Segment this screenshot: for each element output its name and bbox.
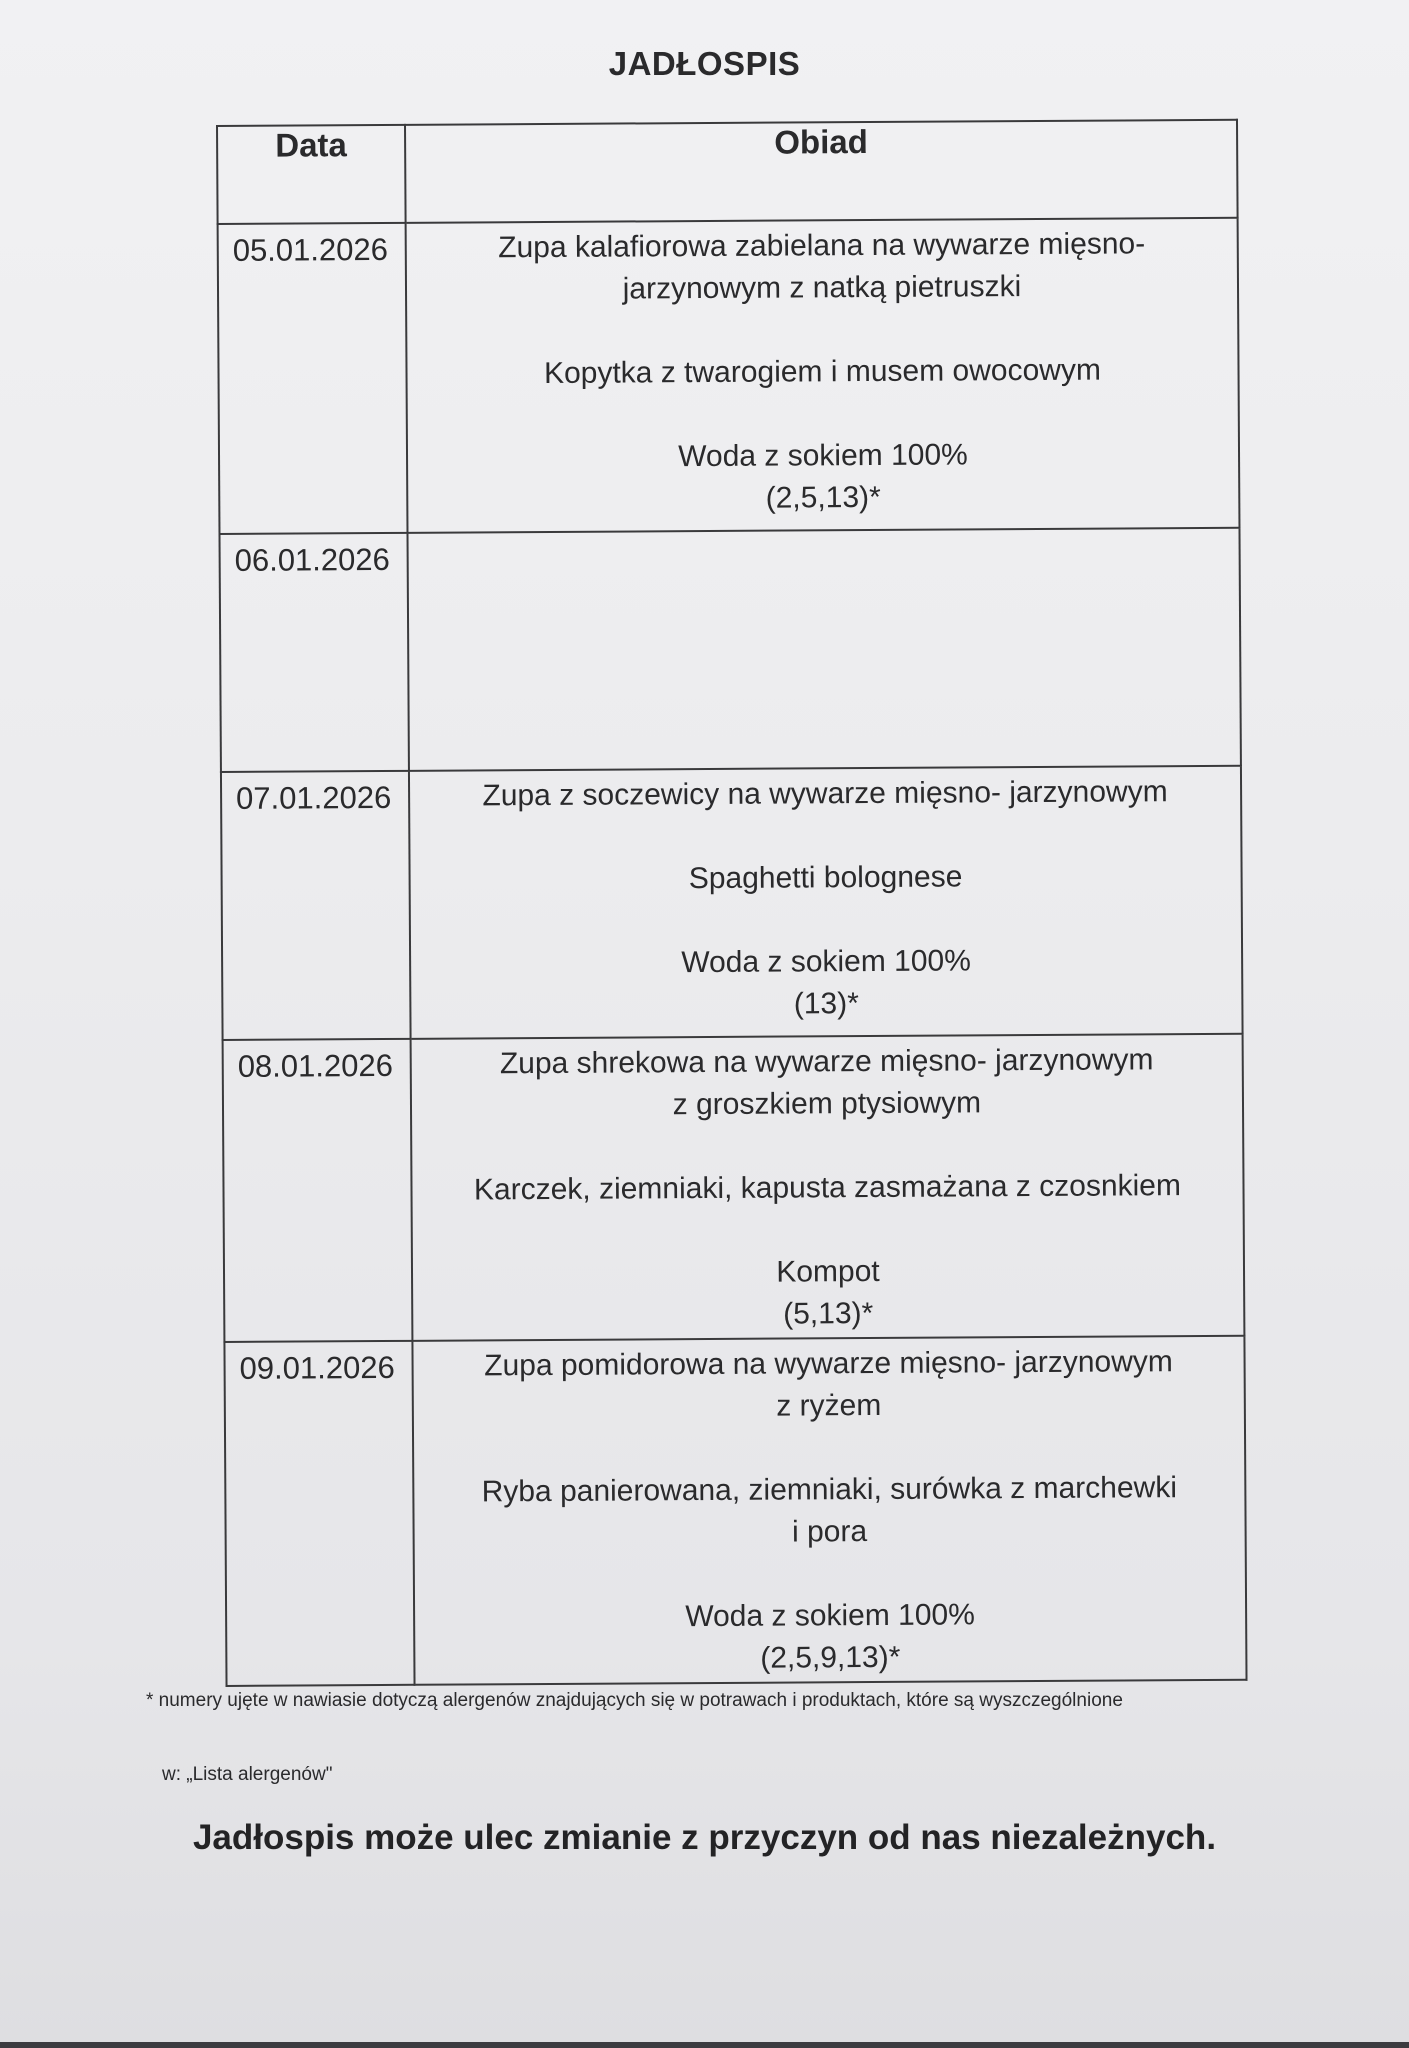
meal-line: Karczek, ziemniaki, kapusta zasmażana z czosnkiem <box>473 1169 1182 1207</box>
meal-line: Zupa shrekowa na wywarze mięsno- jarzynowym <box>499 1043 1154 1081</box>
meal-gap <box>437 1207 1219 1254</box>
meal-gap <box>436 1123 1218 1170</box>
menu-table <box>216 119 1248 1687</box>
meal-gap <box>432 391 1214 438</box>
row-meal <box>412 1336 1246 1685</box>
meal-line: Ryba panierowana, ziemniaki, surówka z marchewki <box>481 1471 1178 1509</box>
meal-gap <box>434 813 1216 860</box>
table-row <box>221 766 1243 1040</box>
allergen-codes: (13)* <box>793 987 859 1021</box>
meal-line: Woda z sokiem 100% <box>685 1598 975 1634</box>
row-meal <box>409 766 1243 1039</box>
row-meal <box>405 218 1239 533</box>
menu-disclaimer: Jadłospis może ulec zmianie z przyczyn od nas niezależnych. <box>192 1818 1217 1857</box>
meal-gap <box>439 1551 1221 1598</box>
table-row <box>219 528 1240 772</box>
page-title: JADŁOSPIS <box>608 45 801 82</box>
meal-line: Zupa pomidorowa na wywarze mięsno- jarzynowym <box>484 1345 1173 1383</box>
meal-line: Woda z sokiem 100% <box>681 944 971 980</box>
allergen-codes: (5,13)* <box>783 1297 874 1331</box>
row-date: 06.01.2026 <box>219 533 408 772</box>
meal-line: z ryżem <box>776 1388 882 1423</box>
meal-line: z groszkiem ptysiowym <box>672 1086 982 1122</box>
meal-line: Kompot <box>776 1254 880 1289</box>
row-date: 07.01.2026 <box>221 771 411 1040</box>
meal-line: Woda z sokiem 100% <box>678 438 968 474</box>
table-header-row <box>217 120 1238 224</box>
allergen-codes: (2,5,9,13)* <box>760 1640 901 1675</box>
row-meal <box>410 1034 1244 1341</box>
row-date: 09.01.2026 <box>224 1341 414 1686</box>
paper-bottom-edge <box>0 2042 1409 2048</box>
allergen-list-reference: w: „Lista alergenów" <box>162 1764 333 1785</box>
row-meal-empty <box>407 528 1241 771</box>
header-date: Data <box>217 125 405 224</box>
table-row <box>224 1336 1246 1686</box>
meal-gap <box>438 1425 1220 1472</box>
table-row <box>223 1034 1245 1342</box>
meal-line: Kopytka z twarogiem i musem owocowym <box>543 353 1101 391</box>
table-row <box>218 218 1240 534</box>
meal-line: Zupa kalafiorowa zabielana na wywarze mięsno- <box>498 227 1146 265</box>
meal-line: i pora <box>791 1515 868 1549</box>
meal-line: Zupa z soczewicy na wywarze mięsno- jarzynowym <box>482 775 1168 813</box>
meal-line: Spaghetti bolognese <box>688 860 963 896</box>
allergen-codes: (2,5,13)* <box>765 480 881 515</box>
row-date: 08.01.2026 <box>223 1039 413 1342</box>
header-obiad: Obiad <box>405 120 1238 223</box>
meal-line: jarzynowym z natką pietruszki <box>622 270 1022 306</box>
allergen-footnote: * numery ujęte w nawiasie dotyczą alergenów znajdujących się w potrawach i produktach, które są wyszczególnione <box>146 1690 1123 1711</box>
meal-gap <box>435 897 1217 944</box>
meal-gap <box>431 307 1213 354</box>
row-date: 05.01.2026 <box>218 223 408 534</box>
